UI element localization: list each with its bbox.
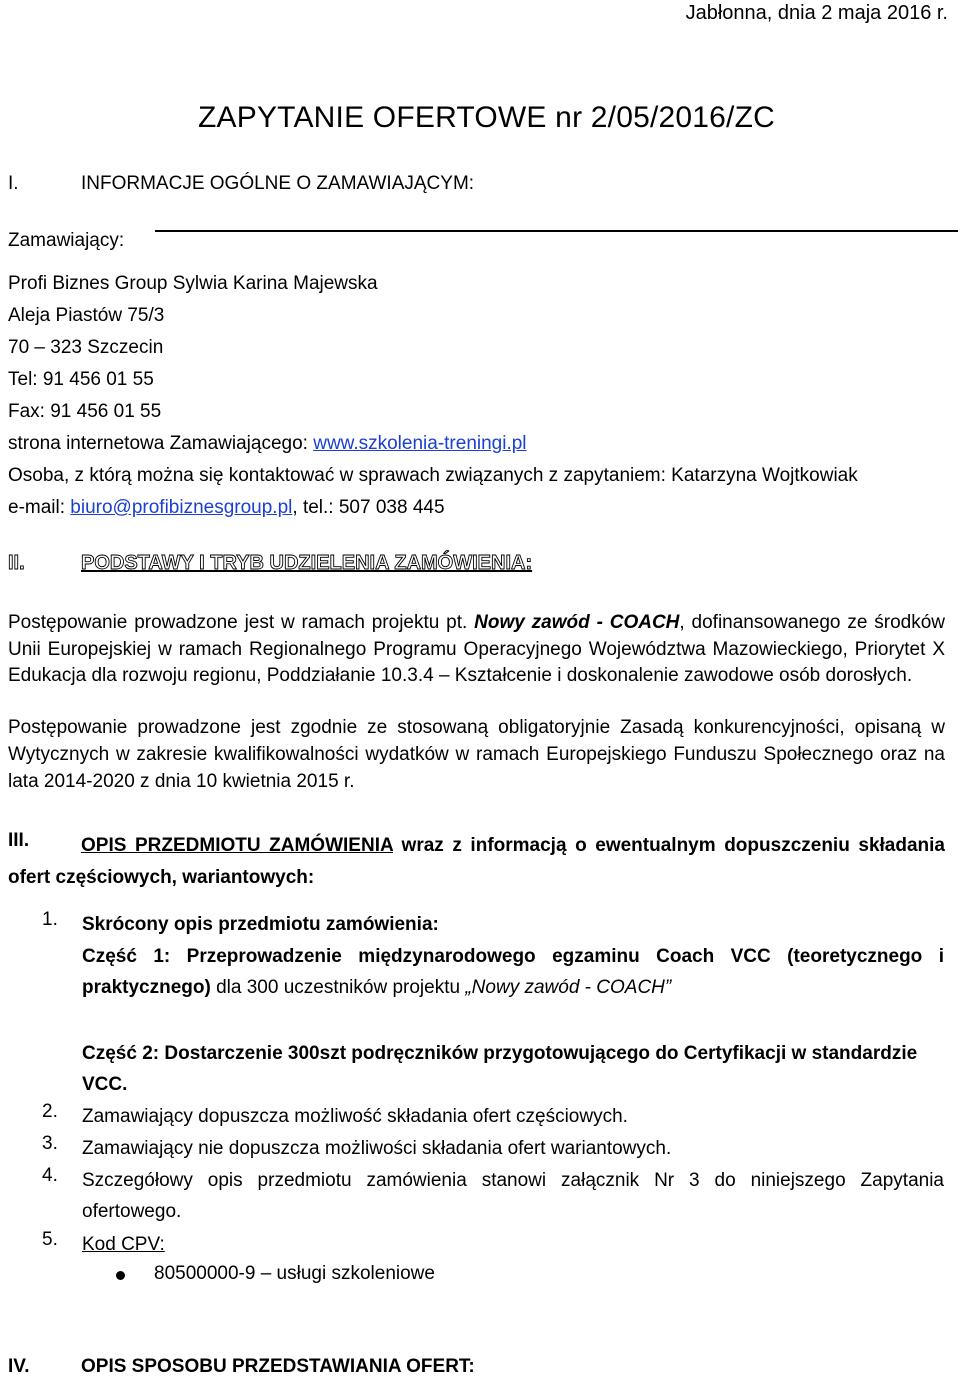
document-title: ZAPYTANIE OFERTOWE nr 2/05/2016/ZC — [198, 101, 775, 134]
section-3-heading-rest: wraz z informacją o ewentualnym dopuszczeniu składania ofert częściowych, wariantowych: — [8, 835, 945, 888]
item-1-number: 1. — [42, 909, 58, 930]
bullet-icon — [116, 1271, 125, 1280]
part-2-description: Część 2: Dostarczenie 300szt podręczników przygotowującego do Certyfikacji w standardzie VCC. — [82, 1043, 918, 1095]
part-1-project: „Nowy zawód - COACH” — [465, 977, 672, 998]
section-3-heading — [8, 830, 945, 894]
item-5-number: 5. — [42, 1229, 58, 1250]
section-1-number: I. — [8, 173, 19, 194]
part-1-rest: dla 300 uczestników projektu — [210, 977, 466, 998]
item-5-text: Kod CPV: — [82, 1234, 165, 1255]
company-city: 70 – 323 Szczecin — [8, 337, 164, 358]
item-4-text: Szczegółowy opis przedmiotu zamówienia stanowi załącznik Nr 3 do niniejszego Zapytania ofertowego. — [82, 1170, 944, 1222]
email-link[interactable]: biuro@profibiznesgroup.pl — [70, 497, 293, 518]
section-1-heading: INFORMACJE OGÓLNE O ZAMAWIAJĄCYM: — [81, 173, 475, 194]
item-2-text: Zamawiający dopuszcza możliwość składania ofert częściowych. — [82, 1106, 628, 1127]
company-tel: Tel: 91 456 01 55 — [8, 369, 154, 390]
item-4-number: 4. — [42, 1165, 58, 1186]
tel-label: , tel.: — [292, 497, 339, 518]
project-name: Nowy zawód - COACH — [474, 612, 680, 633]
section-2-paragraph-1 — [8, 610, 945, 690]
company-street: Aleja Piastów 75/3 — [8, 305, 165, 326]
section-2-number: II. — [8, 552, 25, 574]
item-2-number: 2. — [42, 1101, 58, 1122]
section-3-number: III. — [8, 830, 30, 851]
item-3-number: 3. — [42, 1133, 58, 1154]
item-3-text: Zamawiający nie dopuszcza możliwości składania ofert wariantowych. — [82, 1138, 672, 1159]
part-1-bold: Część 1: Przeprowadzenie międzynarodowego egzaminu Coach VCC (teoretycznego i praktycznego) — [82, 946, 944, 998]
email-label: e-mail: — [8, 497, 71, 518]
cpv-code: 80500000-9 – usługi szkoleniowe — [154, 1263, 435, 1284]
document-date: Jabłonna, dnia 2 maja 2016 r. — [685, 2, 948, 24]
orderer-label: Zamawiający: — [8, 230, 125, 251]
section-3-heading-underlined: OPIS PRZEDMIOTU ZAMÓWIENIA — [81, 835, 393, 856]
website-label: strona internetowa Zamawiającego: — [8, 433, 314, 454]
website-line — [8, 433, 527, 455]
part-1-description — [82, 941, 944, 1003]
header-rule — [155, 230, 958, 232]
website-link[interactable]: www.szkolenia-treningi.pl — [313, 433, 527, 454]
section-2-paragraph-2: Postępowanie prowadzone jest zgodnie ze stosowaną obligatoryjnie Zasadą konkurencyjności, opisaną w Wytycznych w zakresie kwalifikowalności wydatków w ramach Europejskiego Funduszu Społecznego oraz na lata 2014-2020 z dnia 10 kwietnia 2015 r. — [8, 717, 945, 792]
email-line — [8, 497, 445, 519]
item-1-text: Skrócony opis przedmiotu zamówienia: — [82, 914, 439, 935]
company-fax: Fax: 91 456 01 55 — [8, 401, 162, 422]
p1-start: Postępowanie prowadzone jest w ramach projektu pt. — [8, 612, 475, 633]
section-4-number: IV. — [8, 1356, 30, 1377]
section-4-heading: OPIS SPOSOBU PRZEDSTAWIANIA OFERT: — [81, 1356, 475, 1377]
company-name: Profi Biznes Group Sylwia Karina Majewska — [8, 273, 378, 294]
section-2-heading: PODSTAWY I TRYB UDZIELENIA ZAMÓWIENIA: — [81, 552, 533, 574]
contact-person: Osoba, z którą można się kontaktować w sprawach związanych z zapytaniem: Katarzyna Wojtkowiak — [8, 465, 858, 486]
p1-rest: , dofinansowanego ze środków Unii Europejskiej w ramach Regionalnego Programu Operacyjnego Województwa Mazowieckiego, Priorytet X Edukacja dla rozwoju regionu, Poddziałanie 10.3.4 – Kształcenie i doskonalenie zawodowe osób dorosłych. — [8, 612, 946, 686]
tel-number: 507 038 445 — [338, 497, 445, 518]
